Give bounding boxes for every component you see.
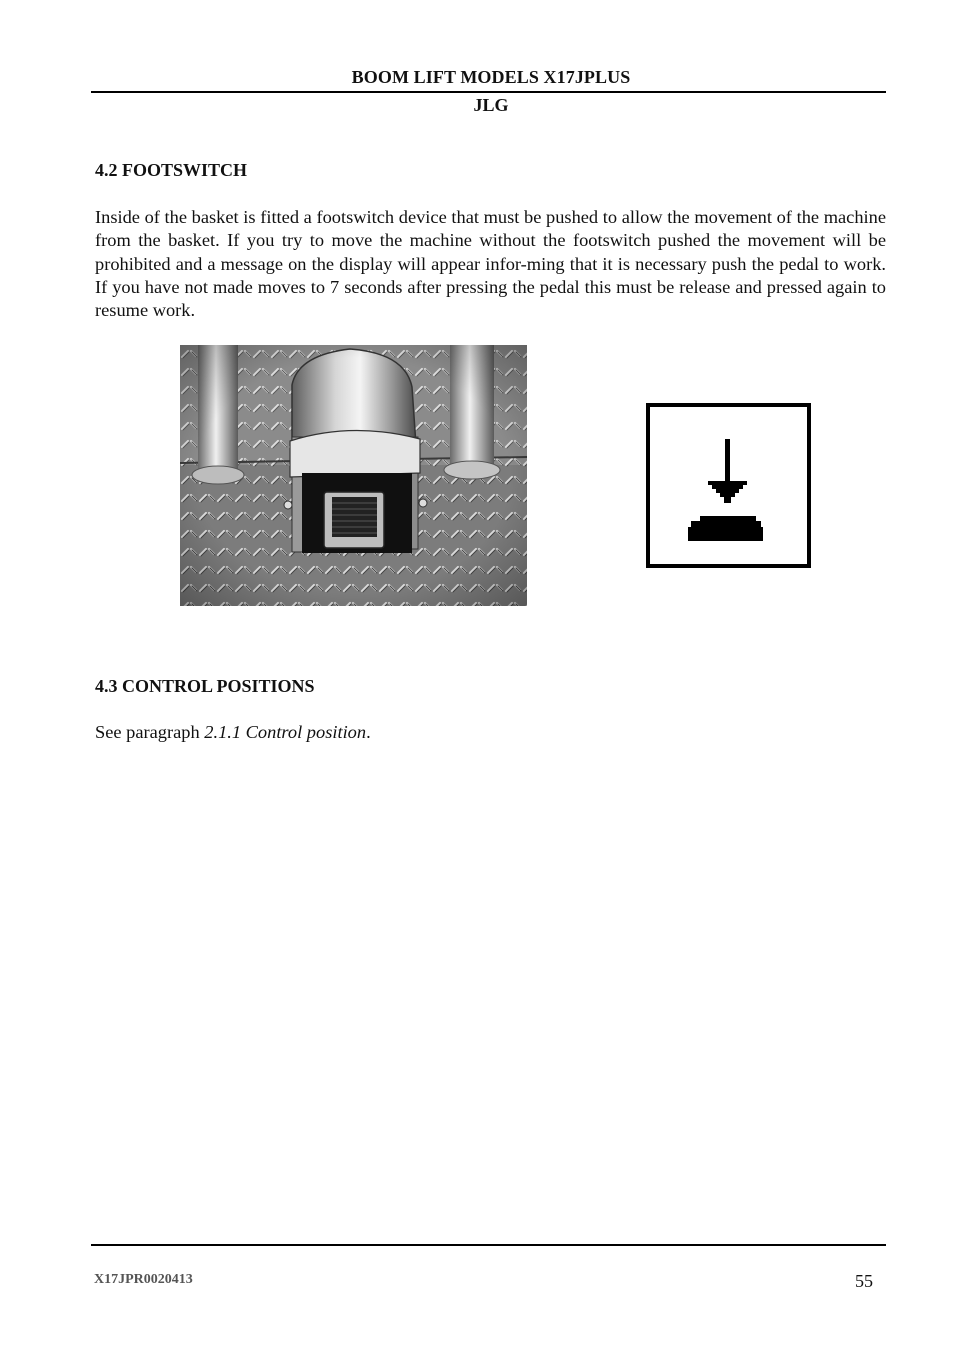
header-divider [91, 91, 886, 93]
section-heading-footswitch: 4.2 FOOTSWITCH [95, 160, 248, 180]
paragraph-reference: 2.1.1 Control position [204, 722, 367, 742]
footswitch-paragraph: Inside of the basket is fitted a footswitch device that must be pushed to allow the movement of the machine from the basket. If you try to move the machine without the footswitch pushed the movement will be prohibited and a message on the display will appear infor-ming that it is necessary push the pedal to work. If you have not made moves to 7 seconds after pressing the pedal this must be release and pressed again to resume work. [95, 207, 886, 321]
footswitch-press-symbol [646, 403, 811, 568]
page-number: 55 [855, 1271, 873, 1291]
press-down-arrow-icon [650, 407, 807, 564]
header-title: BOOM LIFT MODELS X17JPLUS [351, 67, 631, 87]
document-code: X17JPR0020413 [94, 1272, 193, 1287]
header-subtitle: JLG [473, 95, 509, 115]
footswitch-photo [180, 345, 527, 606]
paragraph-end: . [366, 722, 371, 742]
control-positions-paragraph [95, 722, 371, 743]
footer-divider [91, 1244, 886, 1246]
see-paragraph-text: See paragraph [95, 722, 205, 742]
section-heading-control-positions: 4.3 CONTROL POSITIONS [95, 676, 315, 696]
